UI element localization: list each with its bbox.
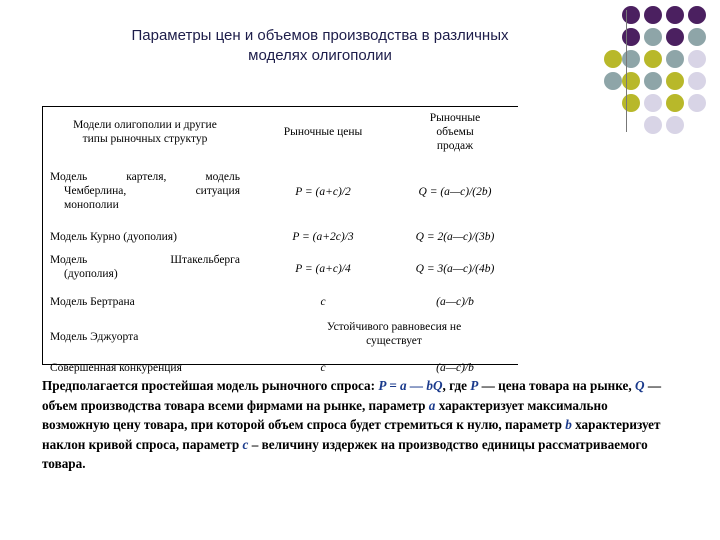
dot-lavender (666, 116, 684, 134)
row-bertrand-price: c (320, 296, 326, 308)
dot-olive (644, 50, 662, 68)
dot-gray (604, 72, 622, 90)
dot-lavender (688, 94, 706, 112)
row-bertrand-model: Модель Бертрана (50, 296, 135, 308)
title-line-1: Параметры цен и объемов производства в различных (131, 27, 509, 44)
var-a: a (428, 397, 436, 413)
dot-gray (644, 28, 662, 46)
explanation-paragraph: Предполагается простейшая модель рыночного спроса: P = a — bQ, где P — цена товара на рынке, Q — объем производства товара всеми фирмами на рынке, параметр a характеризует максимально возможную цену товара, при которой объем спроса будет стремиться к нулю, параметр b характеризует наклон кривой спроса, параметр c – величину издержек на производство единицы рассматриваемого товара. (42, 378, 662, 471)
row-cartel-price: P = (a+c)/2 (295, 186, 351, 198)
dot-purple (622, 6, 640, 24)
table-top-border (42, 106, 518, 107)
page-title (60, 26, 580, 66)
dot-purple (644, 6, 662, 24)
dot-purple (622, 28, 640, 46)
row-cournot-price: P = (a+2c)/3 (292, 231, 354, 243)
dot-gray (688, 28, 706, 46)
var-c: c (242, 436, 249, 452)
header-models: Модели олигополии и другие типы рыночных структур (73, 119, 217, 145)
dot-gray (666, 50, 684, 68)
row-bertrand-volume: (a—c)/b (436, 296, 474, 308)
row-cournot-volume: Q = 2(a—c)/(3b) (415, 231, 495, 243)
dot-gray (644, 72, 662, 90)
dot-olive (622, 94, 640, 112)
formula-demand: P = a — bQ (378, 378, 443, 393)
var-q: Q (635, 378, 645, 393)
row-cartel-model: Модель картеля, модель Чемберлина, ситуация монополии (50, 171, 240, 211)
row-perfect-competition-price: c (320, 362, 326, 374)
dot-olive (604, 50, 622, 68)
dot-gray (622, 50, 640, 68)
decorative-vertical-line (626, 10, 627, 132)
dot-lavender (688, 50, 706, 68)
dot-lavender (644, 116, 662, 134)
row-perfect-competition-model: Совершенная конкуренция (50, 362, 182, 374)
dot-purple (688, 6, 706, 24)
row-perfect-competition-volume: (a—c)/b (436, 362, 474, 374)
dot-purple (666, 6, 684, 24)
header-prices: Рыночные цены (283, 126, 363, 138)
row-stackelberg-price: P = (a+c)/4 (295, 263, 351, 275)
row-stackelberg-model: Модель Штакельберга (дуополия) (50, 254, 240, 280)
var-p: P (470, 378, 479, 393)
row-edgeworth-merged: Устойчивого равновесия не существует (326, 321, 462, 347)
row-edgeworth-model: Модель Эджуорта (50, 331, 139, 343)
table-left-border (42, 106, 43, 364)
header-volumes: Рыночные объемы продаж (429, 112, 481, 152)
row-cournot-model: Модель Курно (дуополия) (50, 231, 177, 243)
dot-olive (666, 72, 684, 90)
row-stackelberg-volume: Q = 3(a—c)/(4b) (415, 263, 495, 275)
dot-lavender (644, 94, 662, 112)
var-b: b (565, 417, 572, 432)
dot-olive (622, 72, 640, 90)
title-line-2: моделях олигополии (248, 47, 392, 64)
row-cartel-volume: Q = (a—c)/(2b) (418, 186, 492, 198)
dot-purple (666, 28, 684, 46)
dot-lavender (688, 72, 706, 90)
dot-olive (666, 94, 684, 112)
